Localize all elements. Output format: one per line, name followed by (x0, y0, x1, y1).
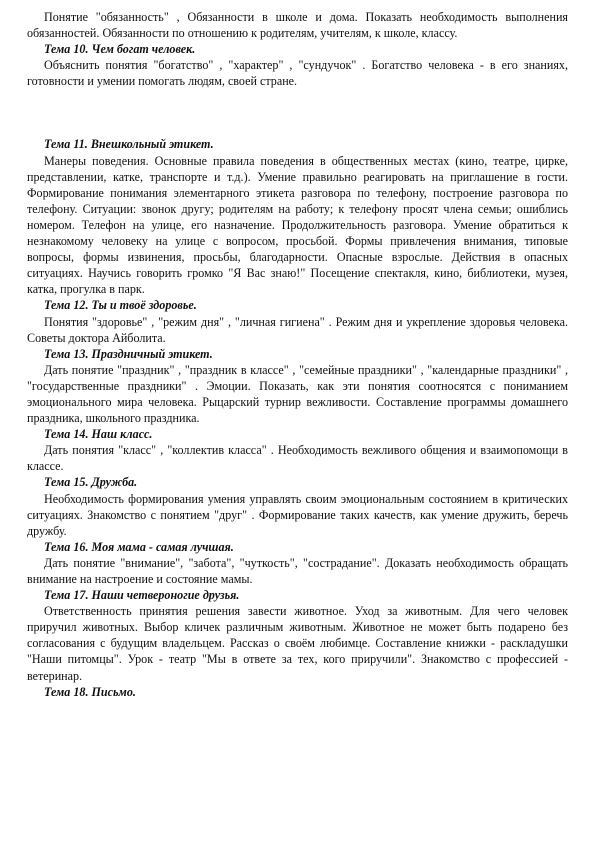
paragraph-wealth: Объяснить понятия "богатство" , "характер" , "сундучок" . Богатство человека - в его знаниях, готовности и умении помогать людям, своей стране. (27, 58, 568, 89)
heading-topic-17: Тема 17. Наши четвероногие друзья. (44, 588, 240, 603)
heading-topic-11: Тема 11. Внешкольный этикет. (44, 137, 214, 152)
paragraph-class: Дать понятия "класс" , "коллектив класса" . Необходимость вежливого общения и взаимопомощи в классе. (27, 443, 568, 474)
paragraph-holidays: Дать понятие "праздник" , "праздник в классе" , "семейные праздники" , "календарные праздники" , "государственные праздники" . Эмоции. Показать, как эти понятия соотносятся с пониманием эмоционального мира человека. Рыцарский турнир вежливости. Составление программы домашнего праздника, школьного праздника. (27, 362, 568, 426)
paragraph-health: Понятия "здоровье" , "режим дня" , "личная гигиена" . Режим дня и укрепление здоровья человека. Советы доктора Айболита. (27, 314, 568, 345)
paragraph-duties: Понятие "обязанность" , Обязанности в школе и дома. Показать необходимость выполнения обязанностей. Обязанности по отношению к родителям, учителям, к школе, классу. (27, 10, 568, 41)
document-page (27, 9, 568, 700)
heading-topic-18: Тема 18. Письмо. (44, 684, 136, 699)
heading-topic-13: Тема 13. Праздничный этикет. (44, 346, 213, 361)
paragraph-pets: Ответственность принятия решения завести животное. Уход за животным. Для чего человек приручил животных. Выбор кличек различным животным. Животное не может быть подарено без согласования с будущим владельцем. Рассказ о своём любимце. Составление книжки - раскладушки "Наши питомцы". Урок - театр "Мы в ответе за тех, кого приручили". Знакомство с профессией - ветеринар. (27, 604, 568, 683)
heading-topic-16: Тема 16. Моя мама - самая лучшая. (44, 539, 234, 554)
blank-gap (27, 89, 568, 136)
heading-topic-15: Тема 15. Дружба. (44, 475, 138, 490)
heading-topic-14: Тема 14. Наш класс. (44, 427, 153, 442)
paragraph-etiquette: Манеры поведения. Основные правила поведения в общественных местах (кино, театре, цирке, представлении, катке, транспорте и т.д.). Умение правильно реагировать на приглашение в гости. Формирование понимания элементарного этикета разговора по телефону, построение разговора по телефону. Ситуации: звонок другу; родителям на работу; к телефону просят члена семьи; ошиблись номером. Телефон на улице, его назначение. Продолжительность разговора. Умение обратиться к незнакомому человеку на улице с вопросом, просьбой. Формы привлечения внимания, типовые вопросы, формы извинения, просьбы, благодарности. Опасные взрослые. Действия в опасных ситуациях. Научись говорить громко "Я Вас знаю!" Посещение спектакля, кино, библиотеки, музея, катка, прогулка в парк. (27, 153, 568, 297)
heading-topic-10: Тема 10. Чем богат человек. (44, 42, 196, 57)
paragraph-mother: Дать понятие "внимание", "забота", "чуткость", "сострадание". Доказать необходимость обращать внимание на настроение и состояние мамы. (27, 555, 568, 586)
paragraph-friendship: Необходимость формирования умения управлять своим эмоциональным состоянием в критических ситуациях. Знакомство с понятием "друг" . Формирование таких качеств, как умение дружить, беречь дружбу. (27, 491, 568, 538)
heading-topic-12: Тема 12. Ты и твоё здоровье. (44, 298, 197, 313)
